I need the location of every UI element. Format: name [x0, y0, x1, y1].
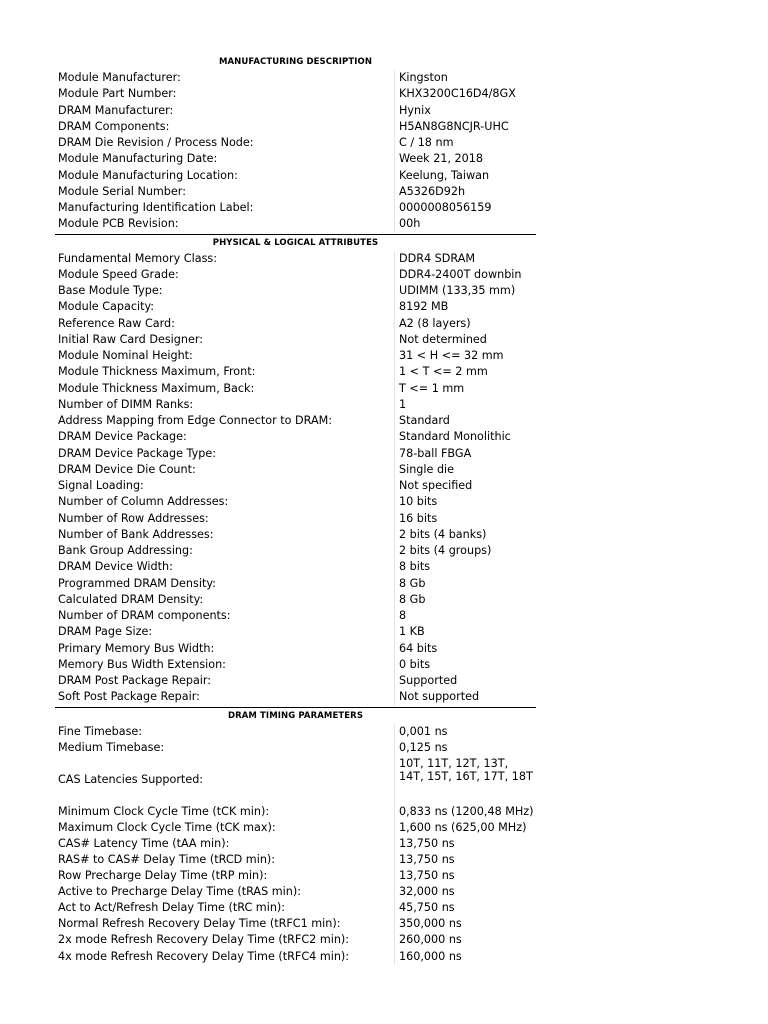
- section-manufacturing-description: [55, 54, 536, 235]
- table-row: [55, 478, 536, 494]
- section-dram-timing-parameters: [55, 708, 536, 965]
- table-row: [55, 267, 536, 283]
- row-label: Module Nominal Height:: [58, 349, 193, 362]
- row-value: Standard Monolithic: [394, 429, 536, 445]
- row-label: 4x mode Refresh Recovery Delay Time (tRFC4 min):: [58, 949, 350, 963]
- table-row: [55, 576, 536, 592]
- row-label: Normal Refresh Recovery Delay Time (tRFC1 min):: [58, 917, 341, 931]
- row-label: Memory Bus Width Extension:: [58, 657, 226, 671]
- row-label: Act to Act/Refresh Delay Time (tRC min):: [58, 901, 286, 915]
- row-label: Module Thickness Maximum, Back:: [58, 381, 255, 395]
- table-row: [55, 641, 536, 657]
- row-label: Number of Bank Addresses:: [58, 527, 214, 541]
- table-row: [55, 836, 536, 852]
- row-value: 2 bits (4 groups): [394, 543, 536, 559]
- table-row: [55, 740, 536, 756]
- row-value: 78-ball FBGA: [394, 446, 536, 462]
- row-value: 13,750 ns: [394, 868, 536, 884]
- row-value: 0,125 ns: [394, 740, 536, 756]
- row-label: Initial Raw Card Designer:: [58, 332, 204, 346]
- row-value: DDR4-2400T downbin: [394, 267, 536, 283]
- row-label: Module PCB Revision:: [58, 217, 179, 231]
- spd-report-sheet: [55, 54, 536, 965]
- table-row: [55, 348, 536, 364]
- table-row: [55, 70, 536, 86]
- table-row: [55, 283, 536, 299]
- row-label: Module Capacity:: [58, 300, 155, 314]
- row-value: Keelung, Taiwan: [394, 168, 536, 184]
- section-physical-logical-attributes: [55, 235, 536, 708]
- table-row: [55, 673, 536, 689]
- row-value: 8: [394, 608, 536, 624]
- row-value: KHX3200C16D4/8GX: [394, 86, 536, 102]
- row-label: RAS# to CAS# Delay Time (tRCD min):: [58, 852, 276, 866]
- row-value: T <= 1 mm: [394, 381, 536, 397]
- row-value: 64 bits: [394, 641, 536, 657]
- row-label: DRAM Device Package Type:: [58, 446, 217, 460]
- table-row: [55, 494, 536, 510]
- row-value: 0000008056159: [394, 200, 536, 216]
- rows-physical-logical: [55, 251, 536, 706]
- table-row: [55, 200, 536, 216]
- table-row: [55, 916, 536, 932]
- row-label: Row Precharge Delay Time (tRP min):: [58, 869, 268, 883]
- row-value: 8 bits: [394, 559, 536, 575]
- row-value: C / 18 nm: [394, 135, 536, 151]
- table-row: [55, 429, 536, 445]
- row-value: 0,001 ns: [394, 724, 536, 740]
- table-row: [55, 446, 536, 462]
- row-value: Not specified: [394, 478, 536, 494]
- row-label: Reference Raw Card:: [58, 316, 175, 330]
- table-row: [55, 316, 536, 332]
- row-label: Fine Timebase:: [58, 724, 143, 738]
- table-row: [55, 592, 536, 608]
- table-row: [55, 332, 536, 348]
- table-row: [55, 135, 536, 151]
- row-label: Address Mapping from Edge Connector to DRAM:: [58, 414, 333, 427]
- rows-dram-timing: [55, 724, 536, 965]
- section-title: DRAM TIMING PARAMETERS: [227, 710, 364, 721]
- table-row: [55, 932, 536, 948]
- table-row: [55, 381, 536, 397]
- row-value: Single die: [394, 462, 536, 478]
- table-row: [55, 724, 536, 740]
- row-label: Module Manufacturing Location:: [58, 168, 238, 182]
- row-label: DRAM Components:: [58, 119, 170, 133]
- section-title: PHYSICAL & LOGICAL ATTRIBUTES: [212, 237, 379, 248]
- table-row: [55, 86, 536, 102]
- row-label: Bank Group Addressing:: [58, 544, 193, 557]
- row-label: Medium Timebase:: [58, 740, 165, 754]
- table-row: [55, 103, 536, 119]
- row-label: Maximum Clock Cycle Time (tCK max):: [58, 820, 276, 834]
- row-label: DRAM Die Revision / Process Node:: [58, 136, 254, 149]
- row-value: A5326D92h: [394, 184, 536, 200]
- row-label: Base Module Type:: [58, 284, 163, 297]
- row-label: Signal Loading:: [58, 479, 144, 492]
- row-value: 1: [394, 397, 536, 413]
- table-row: [55, 624, 536, 640]
- row-label: CAS# Latency Time (tAA min):: [58, 836, 230, 850]
- row-value: 8 Gb: [394, 576, 536, 592]
- row-value: 160,000 ns: [394, 949, 536, 965]
- row-label: 2x mode Refresh Recovery Delay Time (tRFC2 min):: [58, 933, 350, 947]
- table-row: [55, 884, 536, 900]
- row-value: 0 bits: [394, 657, 536, 673]
- table-row: [55, 804, 536, 820]
- table-row: [55, 299, 536, 315]
- row-value: 13,750 ns: [394, 836, 536, 852]
- row-label: Minimum Clock Cycle Time (tCK min):: [58, 804, 270, 818]
- row-label: Active to Precharge Delay Time (tRAS min):: [58, 885, 301, 899]
- table-row: [55, 151, 536, 167]
- table-row: [55, 216, 536, 232]
- row-value: 1 < T <= 2 mm: [394, 364, 536, 380]
- row-label: DRAM Manufacturer:: [58, 103, 174, 117]
- table-row: [55, 184, 536, 200]
- table-row: [55, 413, 536, 429]
- row-label: Module Part Number:: [58, 87, 177, 101]
- row-value: 260,000 ns: [394, 932, 536, 948]
- row-value: 31 < H <= 32 mm: [394, 348, 536, 364]
- row-label: DRAM Device Die Count:: [58, 462, 196, 476]
- row-value: Not determined: [394, 332, 536, 348]
- table-row: [55, 559, 536, 575]
- table-row: [55, 168, 536, 184]
- table-row: [55, 527, 536, 543]
- table-row: [55, 608, 536, 624]
- row-value: 32,000 ns: [394, 884, 536, 900]
- table-row: [55, 900, 536, 916]
- row-value: 10 bits: [394, 494, 536, 510]
- row-value: Standard: [394, 413, 536, 429]
- table-row: [55, 543, 536, 559]
- table-row: [55, 119, 536, 135]
- row-value: Hynix: [394, 103, 536, 119]
- row-label: Module Thickness Maximum, Front:: [58, 365, 256, 379]
- row-value: H5AN8G8NCJR-UHC: [394, 119, 536, 135]
- table-row: [55, 820, 536, 836]
- row-value: 13,750 ns: [394, 852, 536, 868]
- row-value: 2 bits (4 banks): [394, 527, 536, 543]
- row-label: Fundamental Memory Class:: [58, 251, 217, 265]
- row-label: Module Serial Number:: [58, 184, 186, 198]
- row-value: 1 KB: [394, 624, 536, 640]
- row-value: 350,000 ns: [394, 916, 536, 932]
- row-label: DRAM Device Package:: [58, 430, 187, 444]
- row-value: Week 21, 2018: [394, 151, 536, 167]
- row-label: Number of DRAM components:: [58, 609, 231, 622]
- row-value: Supported: [394, 673, 536, 689]
- row-value: 16 bits: [394, 511, 536, 527]
- row-label: Programmed DRAM Density:: [58, 576, 216, 590]
- table-row: [55, 364, 536, 380]
- row-label: DRAM Post Package Repair:: [58, 674, 212, 687]
- row-value: 45,750 ns: [394, 900, 536, 916]
- row-label: Number of Row Addresses:: [58, 511, 209, 525]
- table-row: [55, 689, 536, 705]
- row-value: 1,600 ns (625,00 MHz): [394, 820, 536, 836]
- row-label: Number of Column Addresses:: [58, 495, 229, 509]
- row-value: Not supported: [394, 689, 536, 705]
- table-row: [55, 949, 536, 965]
- row-label: DRAM Page Size:: [58, 625, 153, 639]
- row-label: Module Manufacturer:: [58, 71, 181, 84]
- table-row: [55, 852, 536, 868]
- table-row: [55, 868, 536, 884]
- table-row: [55, 462, 536, 478]
- row-label: Primary Memory Bus Width:: [58, 641, 215, 655]
- table-row: [55, 251, 536, 267]
- row-label: Module Manufacturing Date:: [58, 152, 218, 166]
- row-label: Soft Post Package Repair:: [58, 690, 200, 704]
- table-row: [55, 397, 536, 413]
- row-value: 8192 MB: [394, 299, 536, 315]
- row-value: A2 (8 layers): [394, 316, 536, 332]
- row-value: Kingston: [394, 70, 536, 86]
- row-label: Calculated DRAM Density:: [58, 592, 204, 606]
- rows-manufacturing: [55, 70, 536, 233]
- row-value: 8 Gb: [394, 592, 536, 608]
- row-label: CAS Latencies Supported:: [58, 772, 204, 786]
- row-value: 10T, 11T, 12T, 13T, 14T, 15T, 16T, 17T, 18T: [394, 756, 536, 804]
- row-label: Module Speed Grade:: [58, 267, 179, 281]
- row-value: UDIMM (133,35 mm): [394, 283, 536, 299]
- table-row: [55, 511, 536, 527]
- row-value: 0,833 ns (1200,48 MHz): [394, 804, 536, 820]
- table-row: [55, 756, 536, 804]
- row-label: DRAM Device Width:: [58, 560, 173, 574]
- row-label: Number of DIMM Ranks:: [58, 397, 194, 411]
- section-title: MANUFACTURING DESCRIPTION: [218, 57, 373, 67]
- row-value: DDR4 SDRAM: [394, 251, 536, 267]
- table-row: [55, 657, 536, 673]
- row-value: 00h: [394, 216, 536, 232]
- row-label: Manufacturing Identification Label:: [58, 201, 254, 214]
